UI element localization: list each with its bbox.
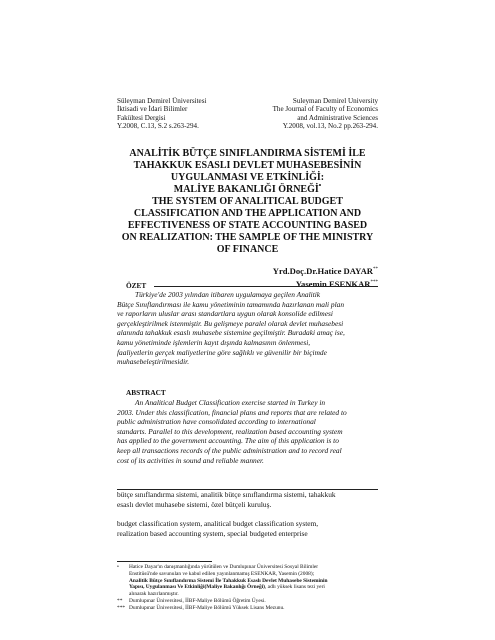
header-right bbox=[273, 97, 378, 131]
text-line: kamu yönetiminde işlemlerin kayıt dışında kalmasının önlenmesi, bbox=[117, 337, 311, 347]
title-english bbox=[117, 196, 378, 256]
text-line: bütçe sınıflandırma sistemi, analitik bütçe sınıflandırma sistemi, tahakkuk bbox=[117, 490, 336, 499]
text-line: muhasebeleştirilmesidir. bbox=[117, 357, 190, 367]
author-footnote-mark: ** bbox=[373, 267, 378, 272]
text-line: Türkiye'de 2003 yılından itibaren uygulamaya geçilen Analitik bbox=[135, 290, 321, 299]
article-title bbox=[117, 148, 378, 256]
text-line: faaliyetlerin gerçek maliyetlerine göre sağlıklı ve güvenilir bir biçimde bbox=[117, 347, 327, 357]
header-line: Fakültesi Dergisi bbox=[117, 113, 166, 122]
text-line: cost of its activities in sound and reliable manner. bbox=[117, 455, 264, 465]
footnote-line: Dumlupınar Üniversitesi, İİBF-Maliye Bölümü Öğretim Üyesi. bbox=[129, 597, 266, 604]
header-line: Suleyman Demirel University bbox=[292, 97, 378, 105]
abstract-body bbox=[117, 398, 378, 465]
header-line: Y.2008, C.13, S.2 s.263-294. bbox=[117, 122, 199, 131]
ozet-heading: ÖZET bbox=[126, 281, 147, 290]
title-line: ON REALIZATION: THE SAMPLE OF THE MINISTRY bbox=[121, 232, 374, 243]
title-line: MALİYE BAKANLIĞI ÖRNEĞİ bbox=[173, 184, 319, 195]
text-line: has applied to the government accounting. The aim of this application is to bbox=[117, 436, 339, 446]
header-line: Y.2008, vol.13, No.2 pp.263-294. bbox=[282, 122, 378, 131]
title-line: UYGULANMASI VE ETKİNLİĞİ: bbox=[170, 172, 325, 183]
footnote-line: Dumlupınar Üniversitesi, İİBF-Maliye Bölümü Yüksek Lisans Mezunu. bbox=[129, 604, 285, 611]
header-line: and Administrative Sciences bbox=[297, 113, 378, 122]
text-line: esaslı devlet muhasebe sistemi, özel bütçeli kuruluş. bbox=[117, 499, 272, 509]
text-line: An Analitical Budget Classification exercise started in Turkey in bbox=[135, 398, 326, 407]
footnote-line: Enstitüsü'nde savunulan ve kabul edilen yayınlanmamış ESENKAR, Yasemin (2008); bbox=[129, 570, 315, 577]
title-line: THE SYSTEM OF ANALITICAL BUDGET bbox=[152, 196, 343, 207]
title-line: TAHAKKUK ESASLI DEVLET MUHASEBESİNİN bbox=[133, 160, 362, 171]
author: Yasemin ESENKAR*** bbox=[295, 278, 378, 289]
text-line: Bütçe Sınıflandırması ile kamu yönetiminin tamamında hazırlanan mali plan bbox=[117, 299, 345, 309]
footnote-marker: ** bbox=[117, 597, 123, 604]
text-line: ve raporların uluslar arası standartlara uygun olarak konsolide edilmesi bbox=[117, 309, 333, 319]
text-line: budget classification system, analitical budget classification system, bbox=[117, 519, 319, 528]
footnote-line: Hatice Dayar'ın danışmanlığında yürütülen ve Dumlupınar Üniversitesi Sosyal Bilimler bbox=[129, 564, 319, 570]
footnotes bbox=[117, 564, 378, 612]
section-divider bbox=[154, 286, 378, 287]
footnote-marker: • bbox=[318, 181, 322, 190]
footnote-marker: *** bbox=[117, 604, 126, 611]
footnote bbox=[117, 598, 378, 605]
keywords-english bbox=[117, 519, 378, 539]
abstract-heading: ABSTRACT bbox=[126, 388, 166, 397]
keywords-turkish bbox=[117, 490, 378, 510]
title-line: OF FINANCE bbox=[216, 244, 279, 255]
footnote-line: , adlı yüksek lisans tezi yeri bbox=[264, 584, 325, 591]
footnote-marker: • bbox=[117, 564, 119, 570]
text-line: alanında tahakkuk esaslı muhasebe sistemine geçilmiştir. Buradaki amaç ise, bbox=[117, 328, 345, 338]
text-line: 2003. Under this classification, financial plans and reports that are related to bbox=[117, 407, 347, 417]
header-line: İktisadi ve İdari Bilimler bbox=[117, 105, 188, 114]
author: Yrd.Doç.Dr.Hatice DAYAR** bbox=[272, 265, 378, 276]
footnote-bold-text: Analitik Bütçe Sınıflandırma Sistemi İle Tahakkuk Esaslı Devlet Muhasebe Sisteminin bbox=[129, 577, 328, 584]
text-line: gerçekleştirilmek istenmiştir. Bu gelişmeye paralel olarak devlet muhasebesi bbox=[117, 318, 344, 328]
ozet-body bbox=[117, 290, 378, 367]
title-turkish bbox=[117, 148, 378, 196]
footnote-bold-text: Yapısı, Uygulanması Ve Etkinliği(Maliye Bakanlığı Örneği) bbox=[129, 584, 265, 591]
footnote bbox=[117, 605, 378, 612]
header-left bbox=[117, 97, 206, 131]
header-line: The Journal of Faculty of Economics bbox=[272, 105, 378, 114]
text-line: keep all transactions records of the public administration and to record real bbox=[117, 445, 342, 455]
title-line: CLASSIFICATION AND THE APPLICATION AND bbox=[133, 208, 362, 219]
title-line: ANALİTİK BÜTÇE SINIFLANDIRMA SİSTEMİ İLE bbox=[129, 148, 366, 159]
footnote bbox=[117, 564, 378, 598]
author-footnote-mark: *** bbox=[370, 279, 378, 285]
text-line: realization based accounting system, special budgeted enterprise bbox=[117, 528, 308, 538]
header-line: Süleyman Demirel Üniversitesi bbox=[117, 97, 207, 105]
text-line: public administration have consolidated according to international bbox=[117, 417, 316, 427]
footnote-line: alınarak hazırlanmıştır. bbox=[129, 591, 179, 598]
text-line: standarts. Parallel to this development, realization based accounting system bbox=[117, 426, 343, 436]
footnote-divider bbox=[117, 561, 212, 562]
title-line: EFFECTIVENESS OF STATE ACCOUNTING BASED bbox=[127, 220, 368, 231]
